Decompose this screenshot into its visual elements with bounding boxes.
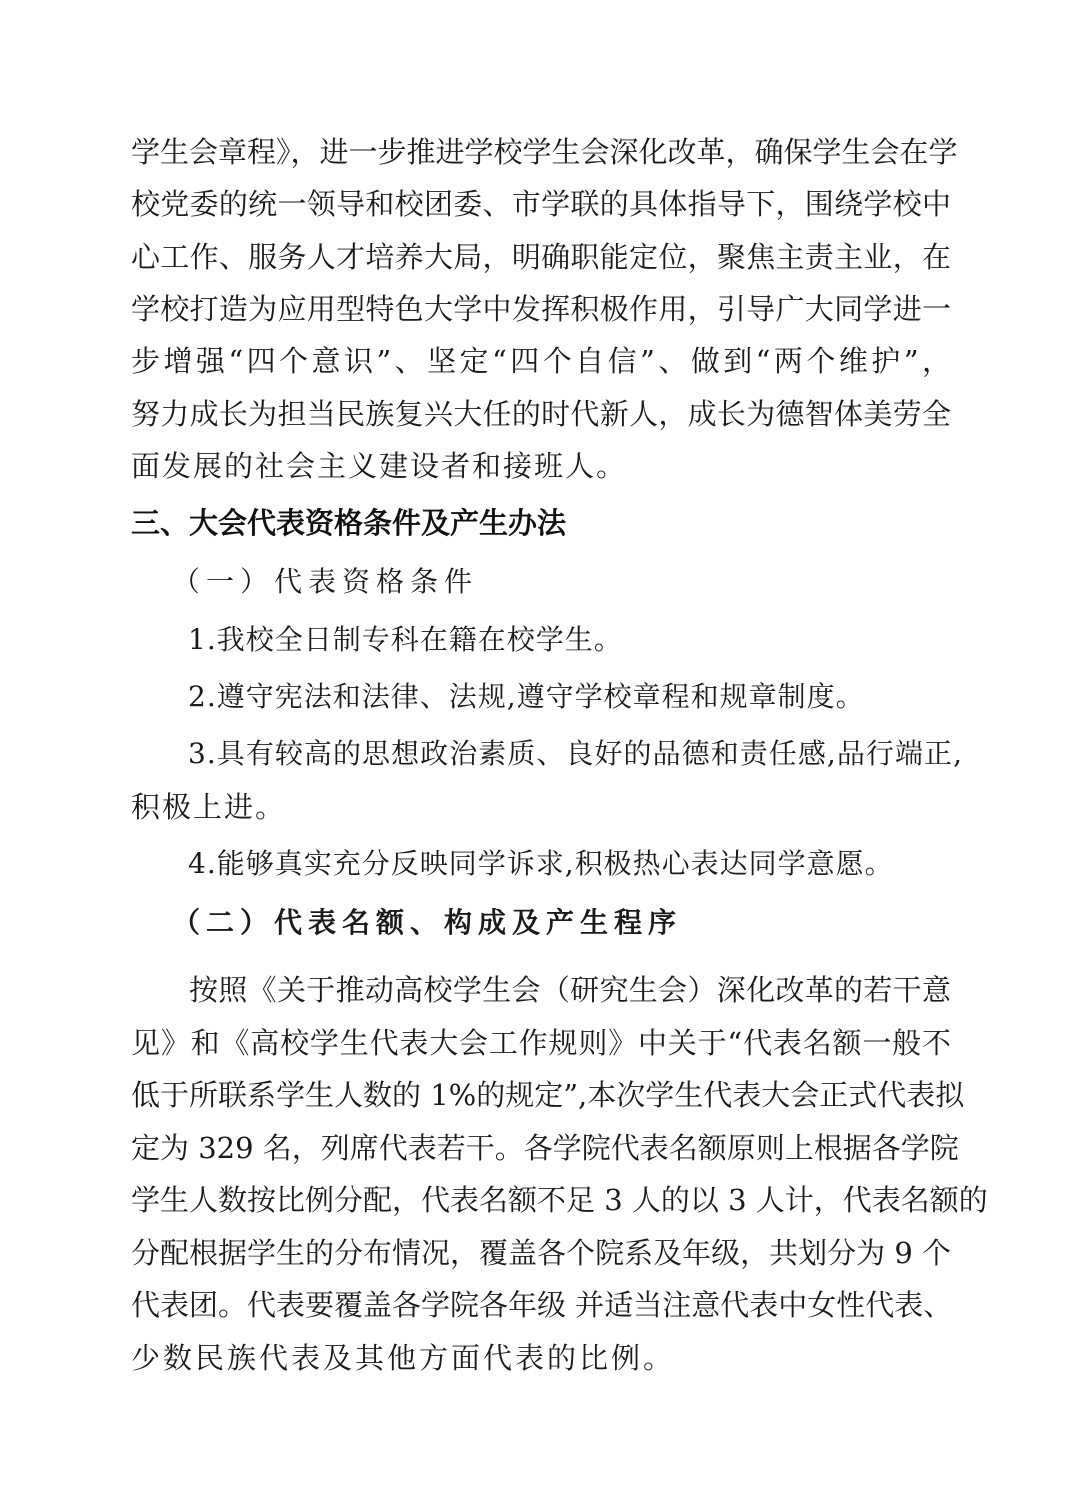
paragraph-line: 步增强“四个意识”、坚定“四个自信”、做到“两个维护”，: [131, 344, 951, 378]
paragraph-line: 定为 329 名，列席代表若干。各学院代表名额原则上根据各学院: [131, 1131, 959, 1165]
paragraph-line: 分配根据学生的分布情况，覆盖各个院系及年级，共划分为 9 个: [131, 1236, 951, 1270]
paragraph-line: 学校打造为应用型特色大学中发挥积极作用，引导广大同学进一: [131, 292, 951, 326]
subsection-heading: （一）代表资格条件: [172, 565, 479, 598]
paragraph-line: 代表团。代表要覆盖各学院各年级 并适当注意代表中女性代表、: [131, 1288, 953, 1322]
list-item: 3.具有较高的思想政治素质、良好的品德和责任感,品行端正,: [188, 737, 963, 770]
paragraph-line: 按照《关于推动高校学生会（研究生会）深化改革的若干意: [189, 973, 951, 1007]
paragraph-line: 少数民族代表及其他方面代表的比例。: [131, 1341, 676, 1375]
paragraph-line: 学生会章程》，进一步推进学校学生会深化改革，确保学生会在学: [131, 135, 958, 169]
section-heading: 三、大会代表资格条件及产生办法: [131, 506, 567, 540]
list-item-continuation: 积极上进。: [131, 790, 287, 824]
list-item: 2.遵守宪法和法律、法规,遵守学校章程和规章制度。: [188, 680, 865, 713]
paragraph-line: 学生人数按比例分配，代表名额不足 3 人的以 3 人计，代表名额的: [131, 1183, 988, 1217]
paragraph-line: 面发展的社会主义建设者和接班人。: [131, 449, 628, 483]
list-item: 1.我校全日制专科在籍在校学生。: [188, 623, 623, 656]
paragraph-line: 校党委的统一领导和校团委、市学联的具体指导下，围绕学校中: [131, 187, 951, 221]
paragraph-line: 心工作、服务人才培养大局，明确职能定位，聚焦主责主业，在: [131, 240, 951, 274]
subsection-heading: （二）代表名额、构成及产生程序: [172, 906, 683, 939]
paragraph-line: 低于所联系学生人数的 1%的规定”,本次学生代表大会正式代表拟: [131, 1078, 965, 1112]
list-item: 4.能够真实充分反映同学诉求,积极热心表达同学意愿。: [188, 847, 894, 880]
paragraph-line: 见》和《高校学生代表大会工作规则》中关于“代表名额一般不: [131, 1026, 951, 1060]
paragraph-line: 努力成长为担当民族复兴大任的时代新人，成长为德智体美劳全: [131, 397, 951, 431]
